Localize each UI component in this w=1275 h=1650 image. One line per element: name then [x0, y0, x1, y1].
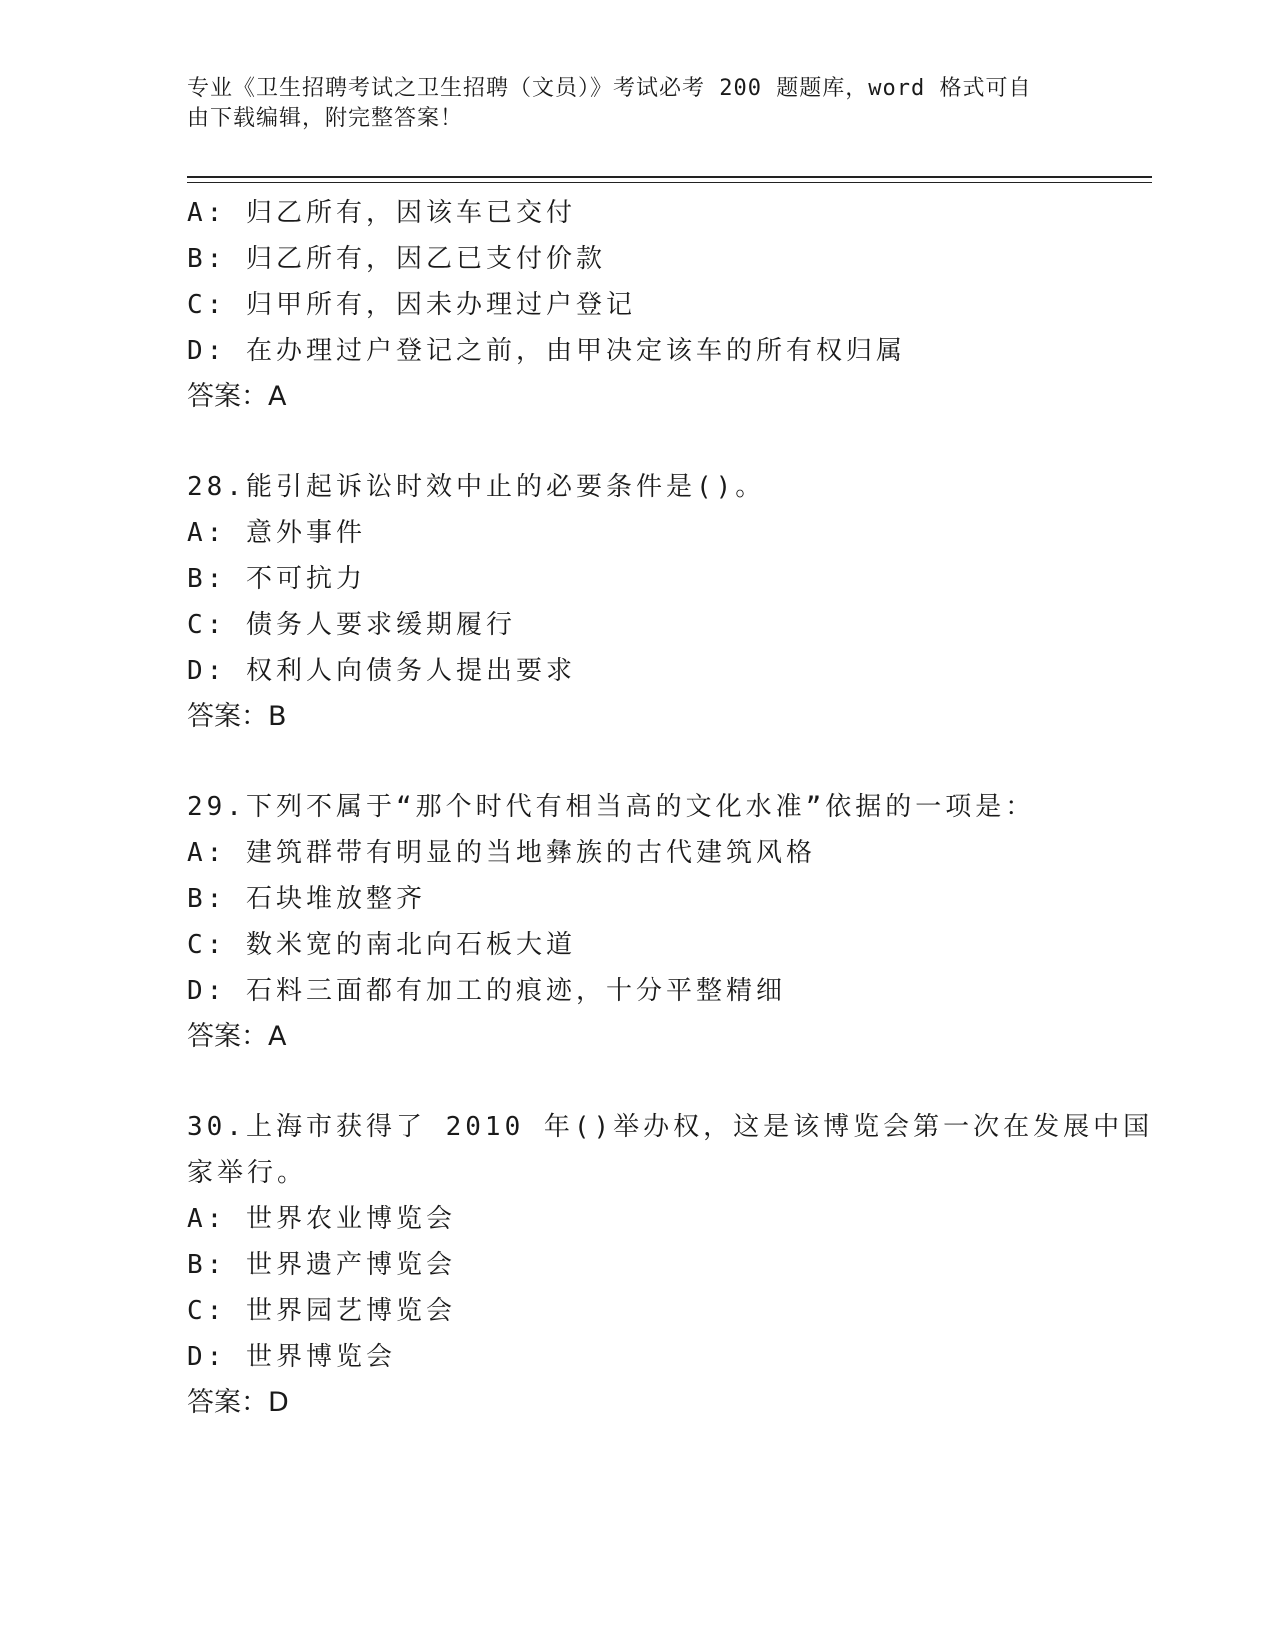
option-b: B: 石块堆放整齐 — [187, 884, 426, 914]
option-d: D: 权利人向债务人提出要求 — [187, 656, 576, 686]
option-a: A: 世界农业博览会 — [187, 1204, 456, 1234]
answer-label: 答案：A — [187, 381, 287, 412]
question-stem: 30.上海市获得了 2010 年()举办权，这是该博览会第一次在发展中国 — [187, 1112, 1154, 1142]
spacer — [187, 420, 1087, 464]
option-a: A: 意外事件 — [187, 518, 366, 548]
option-b: B: 世界遗产博览会 — [187, 1250, 456, 1280]
option-b: B: 归乙所有，因乙已支付价款 — [187, 244, 606, 274]
option-c: C: 数米宽的南北向石板大道 — [187, 930, 576, 960]
answer-label: 答案：A — [187, 1021, 287, 1052]
option-c: C: 世界园艺博览会 — [187, 1296, 456, 1326]
question-27-continued — [187, 190, 1087, 420]
spacer — [187, 1060, 1087, 1104]
document-header — [187, 74, 1067, 134]
question-30 — [187, 1104, 1154, 1426]
question-stem: 28.能引起诉讼时效中止的必要条件是()。 — [187, 472, 766, 502]
option-b: B: 不可抗力 — [187, 564, 366, 594]
question-stem-continued: 家举行。 — [187, 1158, 308, 1188]
option-d: D: 石料三面都有加工的痕迹，十分平整精细 — [187, 976, 786, 1006]
header-line-2: 由下载编辑，附完整答案！ — [187, 106, 464, 131]
document-body — [187, 190, 1154, 1426]
option-a: A: 建筑群带有明显的当地彝族的古代建筑风格 — [187, 838, 816, 868]
option-a: A: 归乙所有，因该车已交付 — [187, 198, 576, 228]
header-divider-thick — [187, 176, 1152, 178]
question-stem: 29.下列不属于“那个时代有相当高的文化水准”依据的一项是： — [187, 792, 1036, 822]
answer-label: 答案：B — [187, 701, 287, 732]
header-divider-thin — [187, 182, 1152, 183]
spacer — [187, 740, 1087, 784]
option-d: D: 世界博览会 — [187, 1342, 396, 1372]
option-c: C: 债务人要求缓期履行 — [187, 610, 516, 640]
option-c: C: 归甲所有，因未办理过户登记 — [187, 290, 636, 320]
question-29 — [187, 784, 1087, 1060]
option-d: D: 在办理过户登记之前，由甲决定该车的所有权归属 — [187, 336, 906, 366]
answer-label: 答案：D — [187, 1387, 289, 1418]
header-line-1: 专业《卫生招聘考试之卫生招聘（文员）》考试必考 200 题题库，word 格式可自 — [187, 76, 1032, 101]
question-28 — [187, 464, 1087, 740]
